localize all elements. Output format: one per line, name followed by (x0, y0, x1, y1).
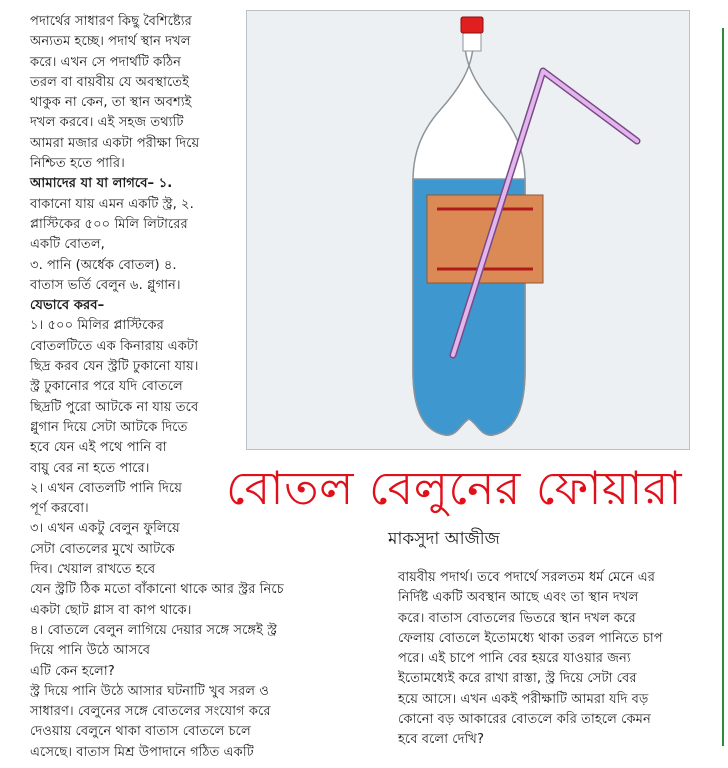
intro-paragraph: পদার্থের সাধারণ কিছু বৈশিষ্ট্যের অন্যতম হচ্ছে। পদার্থ স্থান দখল করে। এখন সে পদার্থটি কঠিন তরল বা বায়বীয় যে অবস্থাতেই থাকুক না কেন, তা স্থান অবশ্যই দখল করবে। এই সহজ তথ্যটি আমরা মজার একটা পরীক্ষা দিয়ে নিশ্চিত হতে পারি। (30, 14, 200, 172)
bottle-drawing (247, 11, 691, 451)
method-heading: যেভাবে করব– (30, 298, 105, 314)
explanation-paragraph: বায়বীয় পদার্থ। তবে পদার্থে সরলতম ধর্ম মেনে এর নির্দিষ্ট একটি অবস্থান আছে এবং তা স্থান দখল করে। বাতাস বোতলের ভিতরে স্থান দখল করে ফেলায় বোতলে ইতোমধ্যে থাকা তরল পানিতে চাপ পরে। এই চাপে পানি বের হয়রে যাওয়ার জন্য ইতোমধ্যেই করে রাখা রাস্তা, স্ট্র দিয়ে সেটা বের হয়ে আসে। এখন একই পরীক্ষাটি আমরা যদি বড় কোনো বড় আকারের বোতলে করি তাহলে কেমন হবে বলো দেখি? (398, 570, 663, 748)
materials-heading: আমাদের যা যা লাগবে– ১. (30, 176, 173, 192)
bottle-cap (461, 17, 483, 33)
bottle-neck (463, 33, 481, 51)
left-column (30, 12, 284, 763)
article-author: মাকসুদা আজীজ (388, 529, 500, 549)
right-column (398, 568, 716, 751)
page-edge-border (722, 28, 728, 746)
method-steps: ১। ৫০০ মিলির প্লাস্টিকের বোতলটিতে এক কিনারায় একটা ছিদ্র করব যেন স্ট্রটি ঢুকানো যায়। স্ট্র ঢুকানোর পরে যদি বোতলে ছিদ্রটি পুরো আটকে না যায় তবে গ্লুগান দিয়ে সেটা আটকে দিতে হবে যেন এই পথে পানি বা বায়ু বের না হতে পারে। ২। এখন বোতলটি পানি দিয়ে পূর্ণ করবো। ৩। এখন একটু বেলুন ফুলিয়ে সেটা বোতলের মুখে আটকে দিব। খেয়াল রাখতে হবে (30, 318, 199, 578)
method-steps-continued: যেন স্ট্রটি ঠিক মতো বাঁকানো থাকে আর স্ট্রর নিচে একটা ছোট গ্লাস বা কাপ থাকে। ৪। বোতলে বেলুন লাগিয়ে দেয়ার সঙ্গে সঙ্গেই স্ট্র দিয়ে পানি উঠে আসবে এটি কেন হলো? স্ট্র দিয়ে পানি উঠে আসার ঘটনাটি খুব সরল ও সাধারণ। বেলুনের সঙ্গে বোতলের সংযোগ করে দেওয়ায় বেলুনে থাকা বাতাস বোতলে চলে এসেছে। বাতাস মিশ্র উপাদানে গঠিত একটি (30, 582, 284, 760)
bottle-illustration (246, 10, 690, 450)
article-title: বোতল বেলুনের ফোয়ারা (226, 461, 683, 515)
materials-list: বাকানো যায় এমন একটি স্ট্র, ২. প্লাস্টিকের ৫০০ মিলি লিটারের একটি বোতল, ৩. পানি (অর্ধেক বোতল) ৪. বাতাস ভর্তি বেলুন ৬. গ্লুগান। (30, 196, 194, 293)
